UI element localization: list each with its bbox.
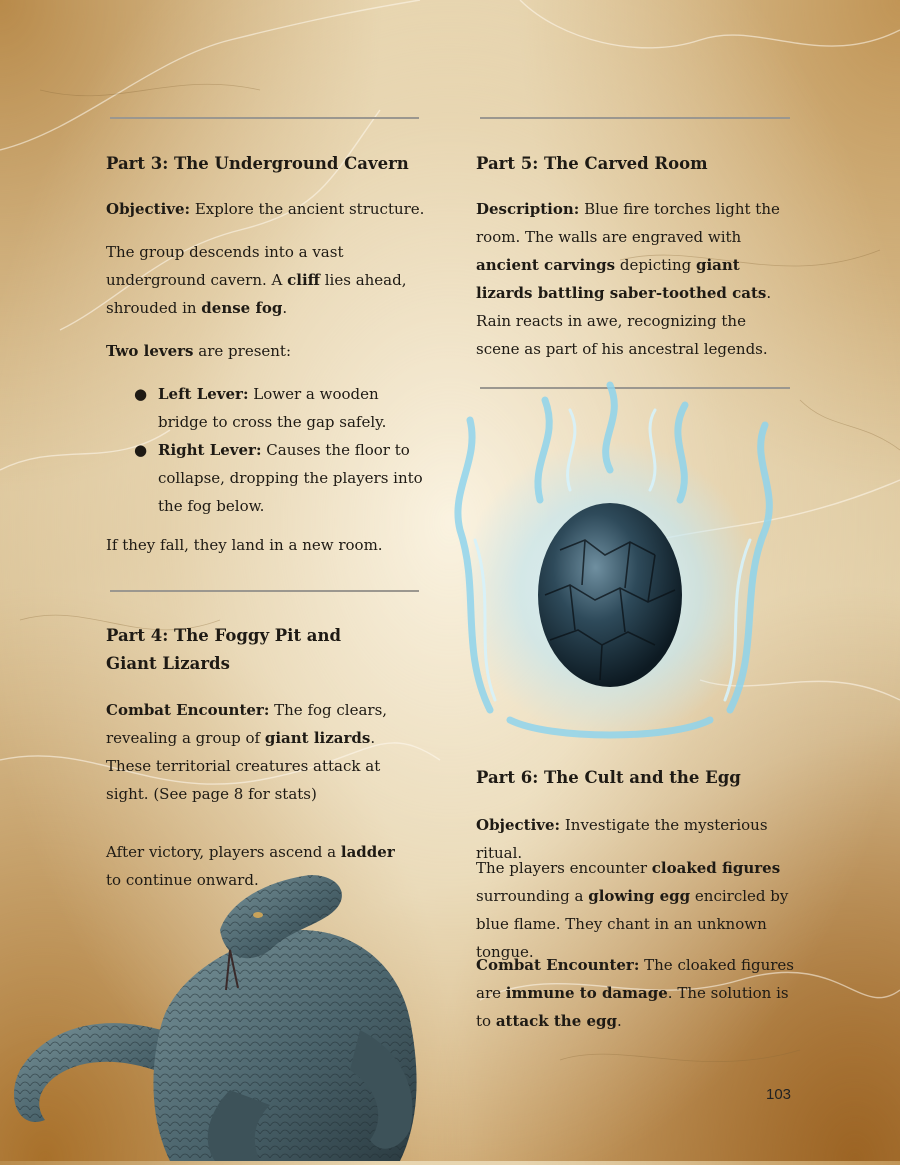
- part4-combat-giant-lizards: giant lizards: [264, 729, 371, 747]
- part3-objective: [106, 195, 426, 223]
- lever-right-label: Right Lever:: [158, 441, 262, 459]
- lever-list: [134, 380, 428, 520]
- part4-combat: [106, 696, 422, 808]
- part5-desc-text-c: depicting: [615, 256, 696, 274]
- part3-levers-text: are present:: [193, 342, 292, 360]
- part6-combat-label: Combat Encounter:: [476, 956, 640, 974]
- part6-combat-immune: immune to damage: [505, 984, 668, 1002]
- part5-desc-label: Description:: [476, 200, 580, 218]
- part4-title: Part 4: The Foggy Pit and Giant Lizards: [106, 626, 342, 673]
- part6-combat-text-c: . The solution is to: [476, 984, 789, 1030]
- part6-para-cloaked-figures: cloaked figures: [651, 859, 781, 877]
- part3-para-text-c: lies ahead, shrouded in: [106, 271, 407, 317]
- part4-after-text-a: After victory, players ascend a: [106, 843, 341, 861]
- lever-right-text: Causes the floor to collapse, dropping the players into the fog below.: [158, 441, 423, 515]
- part6-para-glowing-egg: glowing egg: [588, 887, 691, 905]
- part6-para-text-c: surrounding a: [476, 887, 589, 905]
- part5-desc-lizards-cats: giant lizards battling saber-toothed cats: [476, 256, 767, 302]
- part6-objective-text: Investigate the mysterious ritual.: [476, 816, 768, 862]
- part4-after-ladder: ladder: [340, 843, 395, 861]
- part5-description: [476, 195, 792, 363]
- part3-paragraph: [106, 238, 416, 322]
- page-number: 103: [766, 1086, 792, 1103]
- part6-para-text-a: The players encounter: [476, 859, 652, 877]
- giant-lizard-illustration: [0, 870, 460, 1161]
- lever-item-right: [134, 436, 428, 520]
- part4-combat-text-a: The fog clears, revealing a group of: [106, 701, 388, 747]
- part3-title: Part 3: The Underground Cavern: [106, 154, 409, 173]
- part3-objective-label: Objective:: [106, 200, 191, 218]
- part3-objective-text: Explore the ancient structure.: [190, 200, 425, 218]
- part4-after-text-c: to continue onward.: [106, 871, 259, 889]
- blue-flame-egg-illustration: [420, 380, 800, 760]
- part3-levers-intro: [106, 337, 426, 365]
- part5-desc-text-a: Blue fire torches light the room. The walls are engraved with: [476, 200, 780, 246]
- part4-combat-label: Combat Encounter:: [106, 701, 270, 719]
- part3-para-dense-fog: dense fog: [201, 299, 283, 317]
- part3-para-text-e: .: [282, 299, 288, 317]
- part6-combat-text-a: The cloaked figures are: [476, 956, 794, 1002]
- lever-left-text: Lower a wooden bridge to cross the gap safely.: [158, 385, 387, 431]
- rule-part3-part4: [110, 590, 419, 592]
- part6-title: Part 6: The Cult and the Egg: [476, 768, 741, 787]
- part6-combat-attack-egg: attack the egg: [495, 1012, 617, 1030]
- part3-fall-text: If they fall, they land in a new room.: [106, 536, 383, 554]
- bullet-icon: ●: [134, 385, 148, 403]
- bullet-icon: ●: [134, 441, 148, 459]
- part6-para-text-e: encircled by blue flame. They chant in an unknown tongue.: [476, 887, 789, 961]
- part6-paragraph: [476, 854, 792, 966]
- part5-desc-ancient-carvings: ancient carvings: [476, 256, 616, 274]
- part4-combat-text-c: . These territorial creatures attack at sight. (See page 8 for stats): [106, 729, 381, 803]
- lever-item-left: [134, 380, 428, 436]
- top-rule-left: [110, 117, 419, 119]
- part6-combat-text-e: .: [617, 1012, 622, 1030]
- part5-desc-text-e: . Rain reacts in awe, recognizing the scene as part of his ancestral legends.: [476, 284, 772, 358]
- part6-combat: [476, 951, 794, 1035]
- part3-para-cliff: cliff: [287, 271, 320, 289]
- part5-title: Part 5: The Carved Room: [476, 154, 708, 173]
- part6-objective-label: Objective:: [476, 816, 561, 834]
- lever-left-label: Left Lever:: [158, 385, 249, 403]
- part3-para-text-a: The group descends into a vast underground cavern. A: [106, 243, 344, 289]
- part3-levers-label: Two levers: [106, 342, 194, 360]
- top-rule-right: [480, 117, 790, 119]
